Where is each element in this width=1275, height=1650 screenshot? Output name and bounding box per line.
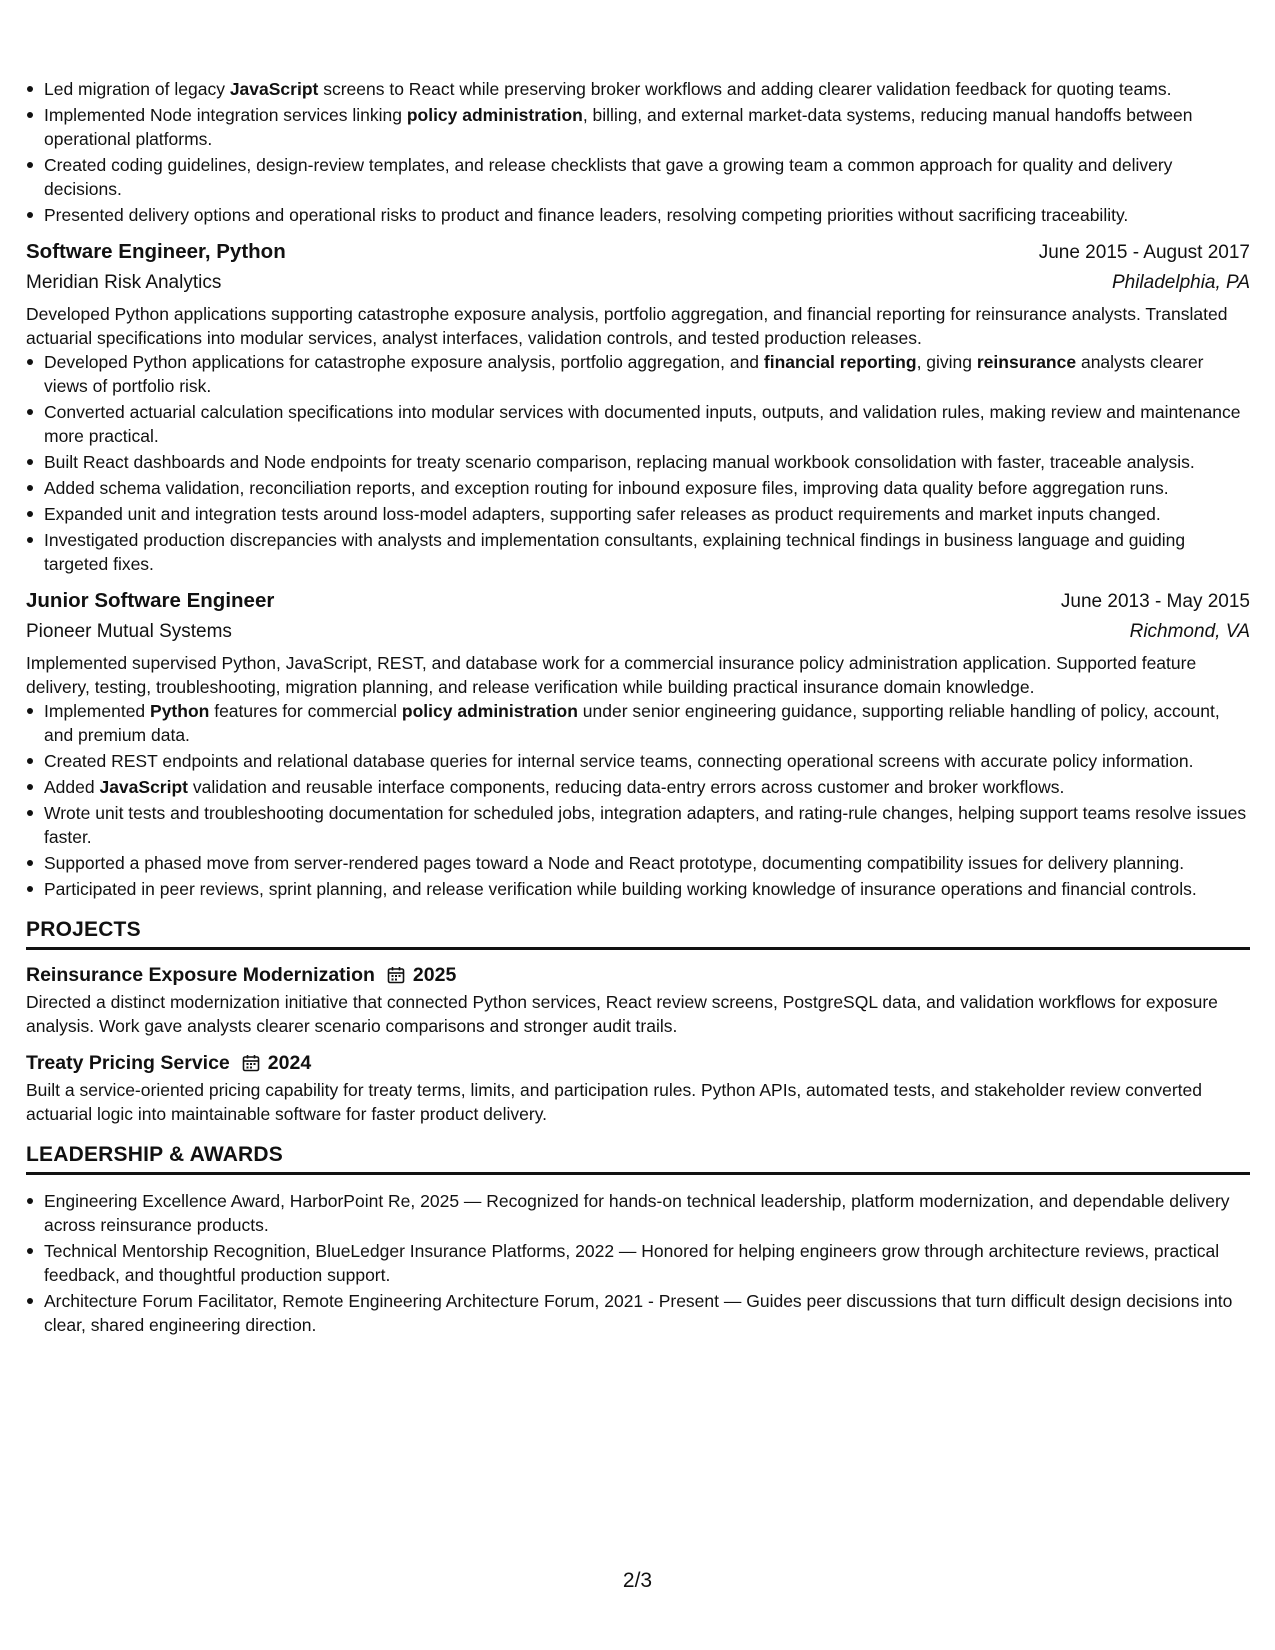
job-location: Richmond, VA	[1129, 621, 1250, 642]
bullet-item: Presented delivery options and operational risks to product and finance leaders, resolving competing priorities without sacrificing traceability.	[44, 203, 1250, 227]
bullet-item: Added schema validation, reconciliation reports, and exception routing for inbound exposure files, improving data quality before aggregation runs.	[44, 476, 1250, 500]
project-entry	[26, 1048, 1250, 1126]
bullet-item: Added JavaScript validation and reusable interface components, reducing data-entry errors across customer and broker workflows.	[44, 775, 1250, 799]
job-title: Junior Software Engineer	[26, 589, 275, 612]
bullet-item: Expanded unit and integration tests around loss-model adapters, supporting safer releases as product requirements and market inputs changed.	[44, 502, 1250, 526]
award-item: Technical Mentorship Recognition, BlueLedger Insurance Platforms, 2022 — Honored for helping engineers grow through architecture reviews, practical feedback, and thoughtful production support.	[44, 1239, 1250, 1287]
bullet-item: Converted actuarial calculation specifications into modular services with documented inputs, outputs, and validation rules, making review and maintenance more practical.	[44, 400, 1250, 448]
job-dates: June 2015 - August 2017	[1038, 242, 1250, 263]
section-heading-projects: PROJECTS	[26, 917, 1250, 950]
bullet-item: Wrote unit tests and troubleshooting documentation for scheduled jobs, integration adapters, and rating-rule changes, helping support teams resolve issues faster.	[44, 801, 1250, 849]
job-title: Software Engineer, Python	[26, 240, 286, 263]
job-entry-meridian	[26, 237, 1250, 576]
job-summary: Developed Python applications supporting catastrophe exposure analysis, portfolio aggregation, and financial reporting for reinsurance analysts. Translated actuarial specifications into modular services, analyst interfaces, validation controls, and tested production releases.	[26, 304, 1228, 348]
project-entry	[26, 960, 1250, 1038]
award-item: Architecture Forum Facilitator, Remote Engineering Architecture Forum, 2021 - Present — Guides peer discussions that turn difficult design decisions into clear, shared engineering direction.	[44, 1289, 1250, 1337]
project-description: Directed a distinct modernization initiative that connected Python services, React review screens, PostgreSQL data, and validation workflows for exposure analysis. Work gave analysts clearer scenario comparisons and stronger audit trails.	[26, 992, 1218, 1036]
bullet-item: Participated in peer reviews, sprint planning, and release verification while building working knowledge of insurance operations and financial controls.	[44, 877, 1250, 901]
job-entry-pioneer	[26, 586, 1250, 901]
bullet-item: Supported a phased move from server-rendered pages toward a Node and React prototype, documenting compatibility issues for delivery planning.	[44, 851, 1250, 875]
job-location: Philadelphia, PA	[1111, 272, 1250, 293]
award-item: Engineering Excellence Award, HarborPoint Re, 2025 — Recognized for hands-on technical leadership, platform modernization, and dependable delivery across reinsurance products.	[44, 1189, 1250, 1237]
bullet-item: Built React dashboards and Node endpoints for treaty scenario comparison, replacing manual workbook consolidation with faster, traceable analysis.	[44, 450, 1250, 474]
awards-list	[26, 1189, 1250, 1337]
job-dates: June 2013 - May 2015	[1060, 591, 1250, 612]
bullet-item: Created coding guidelines, design-review templates, and release checklists that gave a growing team a common approach for quality and delivery decisions.	[44, 153, 1250, 201]
bullet-item: Implemented Python features for commercial policy administration under senior engineering guidance, supporting reliable handling of policy, account, and premium data.	[44, 699, 1250, 747]
bullet-item: Created REST endpoints and relational database queries for internal service teams, connecting operational screens with accurate policy information.	[44, 749, 1250, 773]
job-summary: Implemented supervised Python, JavaScript, REST, and database work for a commercial insurance policy administration application. Supported feature delivery, testing, troubleshooting, migration planning, and release verification while building practical insurance domain knowledge.	[26, 653, 1197, 697]
job-bullet-list	[26, 699, 1250, 901]
project-name: Reinsurance Exposure Modernization	[26, 964, 375, 986]
job-company: Meridian Risk Analytics	[26, 272, 222, 293]
project-description: Built a service-oriented pricing capability for treaty terms, limits, and participation rules. Python APIs, automated tests, and stakeholder review converted actuarial logic into maintainable software for faster product delivery.	[26, 1080, 1202, 1124]
calendar-icon	[387, 966, 405, 984]
bullet-item: Implemented Node integration services linking policy administration, billing, and external market-data systems, reducing manual handoffs between operational platforms.	[44, 103, 1250, 151]
job-company: Pioneer Mutual Systems	[26, 621, 232, 642]
page-number: 2/3	[622, 1569, 653, 1592]
prior-job-bullet-list	[26, 77, 1250, 227]
calendar-icon	[242, 1054, 260, 1072]
project-year: 2024	[267, 1052, 312, 1074]
job-bullet-list	[26, 350, 1250, 576]
section-heading-leadership: LEADERSHIP & AWARDS	[26, 1142, 1250, 1175]
project-name: Treaty Pricing Service	[26, 1052, 230, 1074]
bullet-item: Developed Python applications for catastrophe exposure analysis, portfolio aggregation, and financial reporting, giving reinsurance analysts clearer views of portfolio risk.	[44, 350, 1250, 398]
bullet-item: Investigated production discrepancies with analysts and implementation consultants, explaining technical findings in business language and guiding targeted fixes.	[44, 528, 1250, 576]
bullet-item: Led migration of legacy JavaScript screens to React while preserving broker workflows and adding clearer validation feedback for quoting teams.	[44, 77, 1250, 101]
resume-page-body	[26, 77, 1250, 1339]
project-year: 2025	[412, 964, 457, 986]
